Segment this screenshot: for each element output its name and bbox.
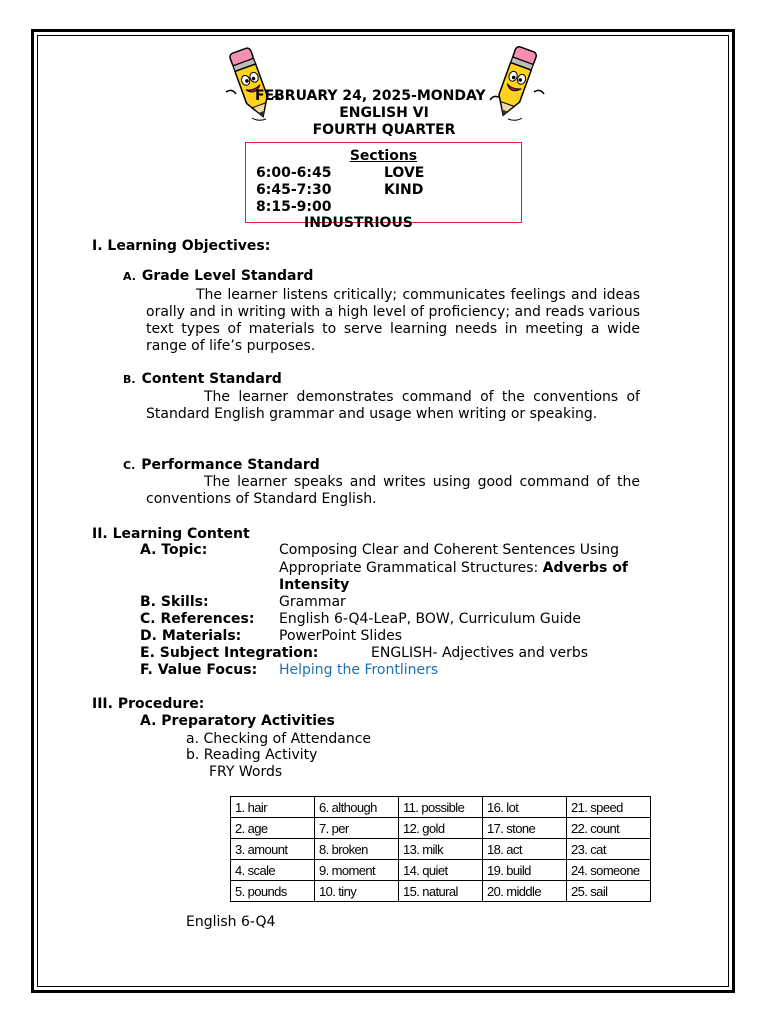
performance-standard-text: The learner speaks and writes using good command of the conventions of Standard English.: [146, 474, 640, 507]
table-cell: 7. per: [315, 818, 399, 839]
table-cell: 8. broken: [315, 839, 399, 860]
content-standard-heading: [123, 371, 282, 387]
value-focus-value: Helping the Frontliners: [279, 662, 439, 678]
table-cell: 9. moment: [315, 860, 399, 881]
table-row: [231, 839, 651, 860]
table-cell: 4. scale: [231, 860, 315, 881]
content-standard-title: Content Standard: [141, 371, 282, 387]
topic-line-3: Intensity: [279, 577, 350, 593]
section-row: [256, 165, 331, 181]
table-cell: 1. hair: [231, 797, 315, 818]
table-cell: 5. pounds: [231, 881, 315, 902]
table-cell: 11. possible: [399, 797, 483, 818]
table-cell: 24. someone: [567, 860, 651, 881]
performance-standard-letter: C.: [123, 459, 136, 472]
content-standard-text: The learner demonstrates command of the conventions of Standard English grammar and usage when writing or speaking.: [146, 389, 640, 422]
materials-label: D. Materials:: [140, 628, 242, 644]
table-row: [231, 860, 651, 881]
learning-content-heading: II. Learning Content: [92, 526, 250, 542]
table-cell: 12. gold: [399, 818, 483, 839]
value-focus-label: F. Value Focus:: [140, 662, 258, 678]
section-row: [256, 199, 331, 215]
table-cell: 20. middle: [483, 881, 567, 902]
section-row: [256, 182, 331, 198]
section-time: 6:45-7:30: [256, 182, 332, 198]
table-cell: 2. age: [231, 818, 315, 839]
references-label: C. References:: [140, 611, 255, 627]
table-row: [231, 797, 651, 818]
footer-text-clip: [186, 914, 276, 932]
section-name: INDUSTRIOUS: [304, 215, 413, 231]
topic-line-2-plain: Appropriate Grammatical Structures:: [279, 560, 543, 576]
materials-value: PowerPoint Slides: [279, 628, 402, 644]
table-cell: 19. build: [483, 860, 567, 881]
table-cell: 25. sail: [567, 881, 651, 902]
footer-text: English 6-Q4: [186, 914, 276, 930]
table-cell: 17. stone: [483, 818, 567, 839]
section-name: KIND: [384, 182, 424, 198]
fry-words-table: [230, 796, 651, 902]
reading-activity-item: b. Reading Activity: [186, 747, 318, 763]
performance-standard-heading: [123, 457, 320, 473]
grade-level-text: The learner listens critically; communicates feelings and ideas orally and in writing with a high level of proficiency; and reads various text types of materials to serve learning needs in meeting a wide range of life’s purposes.: [146, 287, 640, 354]
table-cell: 15. natural: [399, 881, 483, 902]
table-cell: 6. although: [315, 797, 399, 818]
table-cell: 10. tiny: [315, 881, 399, 902]
table-cell: 18. act: [483, 839, 567, 860]
table-cell: 13. milk: [399, 839, 483, 860]
objectives-heading: I. Learning Objectives:: [92, 238, 271, 254]
grade-level-letter: A.: [123, 270, 136, 283]
table-cell: 3. amount: [231, 839, 315, 860]
table-cell: 22. count: [567, 818, 651, 839]
content-standard-letter: B.: [123, 373, 136, 386]
checking-attendance-item: a. Checking of Attendance: [186, 731, 372, 747]
section-name: LOVE: [384, 165, 425, 181]
skills-label: B. Skills:: [140, 594, 209, 610]
table-row: [231, 881, 651, 902]
quarter-title: FOURTH QUARTER: [312, 122, 456, 138]
topic-line-2: [279, 560, 628, 576]
table-cell: 21. speed: [567, 797, 651, 818]
topic-line-2-bold: Adverbs of: [542, 560, 628, 576]
table-cell: 14. quiet: [399, 860, 483, 881]
integration-value: ENGLISH- Adjectives and verbs: [371, 645, 589, 661]
integration-label: E. Subject Integration:: [140, 645, 319, 661]
date-line: FEBRUARY 24, 2025-MONDAY: [255, 88, 486, 104]
performance-standard-title: Performance Standard: [141, 457, 320, 473]
section-time: 8:15-9:00: [256, 199, 332, 215]
topic-line-1: Composing Clear and Coherent Sentences Using: [279, 542, 619, 558]
skills-value: Grammar: [279, 594, 346, 610]
table-cell: 16. lot: [483, 797, 567, 818]
table-cell: 23. cat: [567, 839, 651, 860]
procedure-heading: III. Procedure:: [92, 696, 205, 712]
date-line-clip: [255, 88, 502, 106]
preparatory-activities: A. Preparatory Activities: [140, 713, 335, 729]
references-value: English 6-Q4-LeaP, BOW, Curriculum Guide: [279, 611, 581, 627]
fry-words-label: FRY Words: [209, 764, 283, 780]
table-row: [231, 818, 651, 839]
section-time: 6:00-6:45: [256, 165, 332, 181]
grade-level-title: Grade Level Standard: [141, 268, 314, 284]
grade-level-heading: [123, 268, 313, 284]
sections-box: [245, 142, 522, 231]
topic-label: A. Topic:: [140, 542, 208, 558]
subject-title: ENGLISH VI: [339, 105, 429, 121]
sections-title: Sections: [349, 148, 418, 164]
